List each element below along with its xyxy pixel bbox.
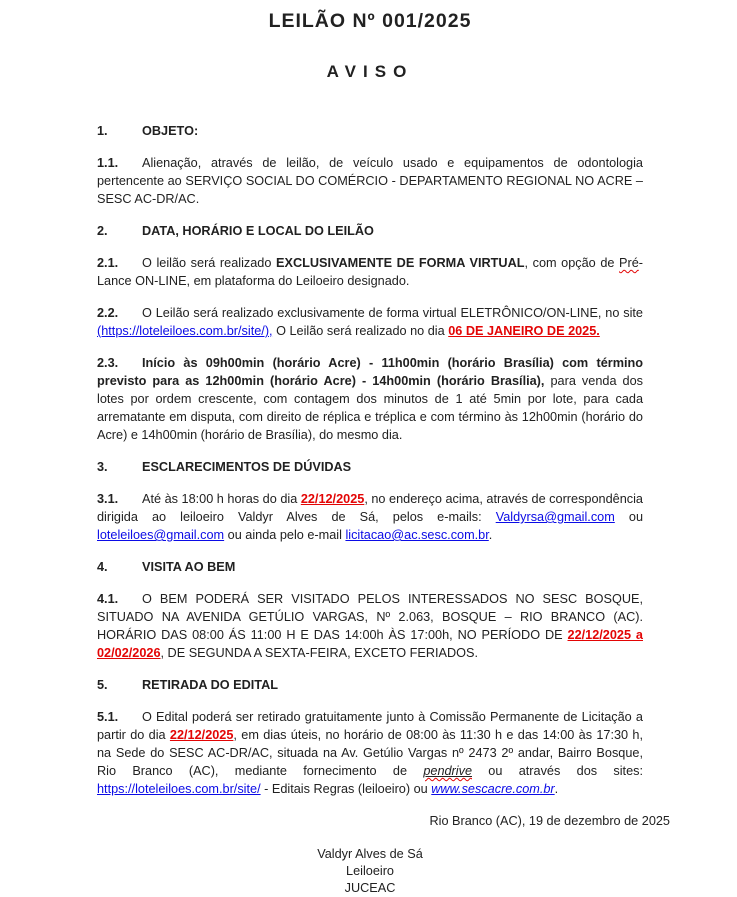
paragraph-2-2	[97, 304, 643, 340]
paragraph-number: 1.1.	[97, 156, 119, 170]
section-heading-text: OBJETO:	[142, 124, 199, 138]
text-run: 22/12/2025	[169, 728, 234, 742]
paragraph-1-1	[97, 154, 643, 208]
section-heading-text: RETIRADA DO EDITAL	[142, 678, 279, 692]
section-heading-text: DATA, HORÁRIO E LOCAL DO LEILÃO	[142, 224, 374, 238]
paragraph-4-1	[97, 590, 643, 662]
text-run: 06 DE JANEIRO DE 2025.	[448, 324, 600, 338]
text-run: , em dias úteis, no horário de 08:00 às 11:30 h e das 14:00 às 17:30 h, na Sede do SESC AC-DR/AC, situada na Av. Getúlio Vargas nº 2473 2º andar, Bairro Bosque, Rio Branco (AC), mediante fornecimento de	[97, 728, 644, 778]
hyperlink[interactable]: Valdyrsa@gmail.com	[495, 510, 615, 524]
section-3-heading	[97, 458, 643, 476]
text-run: , DE SEGUNDA A SEXTA-FEIRA, EXCETO FERIADOS.	[160, 646, 478, 660]
text-run: .	[488, 528, 493, 542]
city-date-line: Rio Branco (AC), 19 de dezembro de 2025	[429, 814, 670, 828]
text-run: Até às 18:00 h horas do dia	[142, 492, 301, 506]
hyperlink[interactable]: licitacao@ac.sesc.com.br	[345, 528, 489, 542]
hyperlink[interactable]: www.sescacre.com.br	[431, 782, 555, 796]
document-title: LEILÃO Nº 001/2025	[268, 10, 472, 32]
signature-name: Valdyr Alves de Sá	[317, 847, 423, 861]
paragraph-text	[97, 356, 643, 442]
section-number: 1.	[97, 124, 108, 138]
text-run: 22/12/2025 a 02/02/2026	[97, 628, 643, 660]
text-run: O Leilão será realizado no dia	[272, 324, 449, 338]
signature-role: Leiloeiro	[346, 864, 394, 878]
paragraph-number: 2.3.	[97, 356, 119, 370]
text-run: .	[554, 782, 559, 796]
section-number: 5.	[97, 678, 108, 692]
paragraph-text	[97, 710, 643, 796]
text-run	[619, 256, 639, 270]
text-run: O leilão será realizado	[142, 256, 277, 270]
text-run: O Edital poderá ser retirado gratuitamente junto à Comissão Permanente de Licitação a partir do dia	[97, 710, 643, 742]
text-run: Início às 09h00min (horário Acre) - 11h00min (horário Brasília) com término previsto para as 12h00min (horário Acre) - 14h00min (horário Brasília),	[97, 356, 643, 388]
section-heading-text: VISITA AO BEM	[142, 560, 236, 574]
hyperlink[interactable]: (https://loteleiloes.com.br/site/),	[97, 324, 273, 338]
misspelled-word: pendrive	[423, 764, 472, 778]
section-heading-text: ESCLARECIMENTOS DE DÚVIDAS	[142, 460, 352, 474]
signature-org: JUCEAC	[344, 881, 396, 895]
text-run: O Leilão será realizado exclusivamente de forma virtual ELETRÔNICO/ON-LINE, no site	[142, 306, 643, 320]
text-run: -Lance ON-LINE, em plataforma do Leiloeiro designado.	[97, 256, 644, 288]
paragraph-number: 2.1.	[97, 256, 119, 270]
hyperlink[interactable]: loteleiloes@gmail.com	[97, 528, 225, 542]
text-run: ou ainda pelo e-mail	[224, 528, 346, 542]
paragraph-text	[97, 156, 643, 206]
paragraph-3-1	[97, 490, 643, 544]
section-4-heading	[97, 558, 643, 576]
paragraph-text	[97, 256, 643, 288]
text-run: 22/12/2025	[300, 492, 365, 506]
text-run: EXCLUSIVAMENTE DE FORMA VIRTUAL	[276, 256, 525, 270]
section-number: 4.	[97, 560, 108, 574]
paragraph-text	[97, 592, 643, 660]
section-number: 2.	[97, 224, 108, 238]
section-5-heading	[97, 676, 643, 694]
misspelled-word: Pré	[619, 256, 639, 270]
section-2-heading	[97, 222, 643, 240]
paragraph-2-3	[97, 354, 643, 444]
paragraph-text	[97, 492, 643, 542]
section-1-heading	[97, 122, 643, 140]
paragraph-2-1	[97, 254, 643, 290]
paragraph-number: 2.2.	[97, 306, 119, 320]
text-run: , no endereço acima, através de correspondência dirigida ao leiloeiro Valdyr Alves de Sá, pelos e-mails:	[97, 492, 643, 524]
hyperlink[interactable]: https://loteleiloes.com.br/site/	[97, 782, 261, 796]
text-run: O BEM PODERÁ SER VISITADO PELOS INTERESSADOS NO SESC BOSQUE, SITUADO NA AVENIDA GETÚLIO VARGAS, Nº 2.063, BOSQUE – RIO BRANCO (AC). HORÁRIO DAS 08:00 ÁS 11:00 H E DAS 14:00h ÀS 17:00h, NO PERÍODO DE	[97, 592, 643, 642]
signature-block	[97, 846, 643, 897]
paragraph-number: 5.1.	[97, 710, 119, 724]
section-number: 3.	[97, 460, 108, 474]
document-subtitle: AVISO	[326, 62, 414, 81]
paragraph-number: 4.1.	[97, 592, 119, 606]
text-run: ou através dos sites:	[472, 764, 644, 778]
text-run: Alienação, através de leilão, de veículo usado e equipamentos de odontologia pertencente ao SERVIÇO SOCIAL DO COMÉRCIO - DEPARTAMENTO REGIONAL NO ACRE – SESC AC-DR/AC.	[97, 156, 643, 206]
paragraph-5-1	[97, 708, 643, 798]
paragraph-number: 3.1.	[97, 492, 119, 506]
text-run	[423, 764, 472, 778]
paragraph-text	[97, 306, 643, 338]
text-run: para venda dos lotes por ordem crescente, com contagem dos minutos de 1 até 5min por lote, para cada arrematante em disputa, com direito de réplica e tréplica e com término às 12h00min (horário do Acre) e 14h00min (horário de Brasília), do mesmo dia.	[97, 374, 644, 442]
text-run: ou	[614, 510, 644, 524]
text-run: - Editais Regras (leiloeiro) ou	[260, 782, 432, 796]
text-run: , com opção de	[524, 256, 620, 270]
